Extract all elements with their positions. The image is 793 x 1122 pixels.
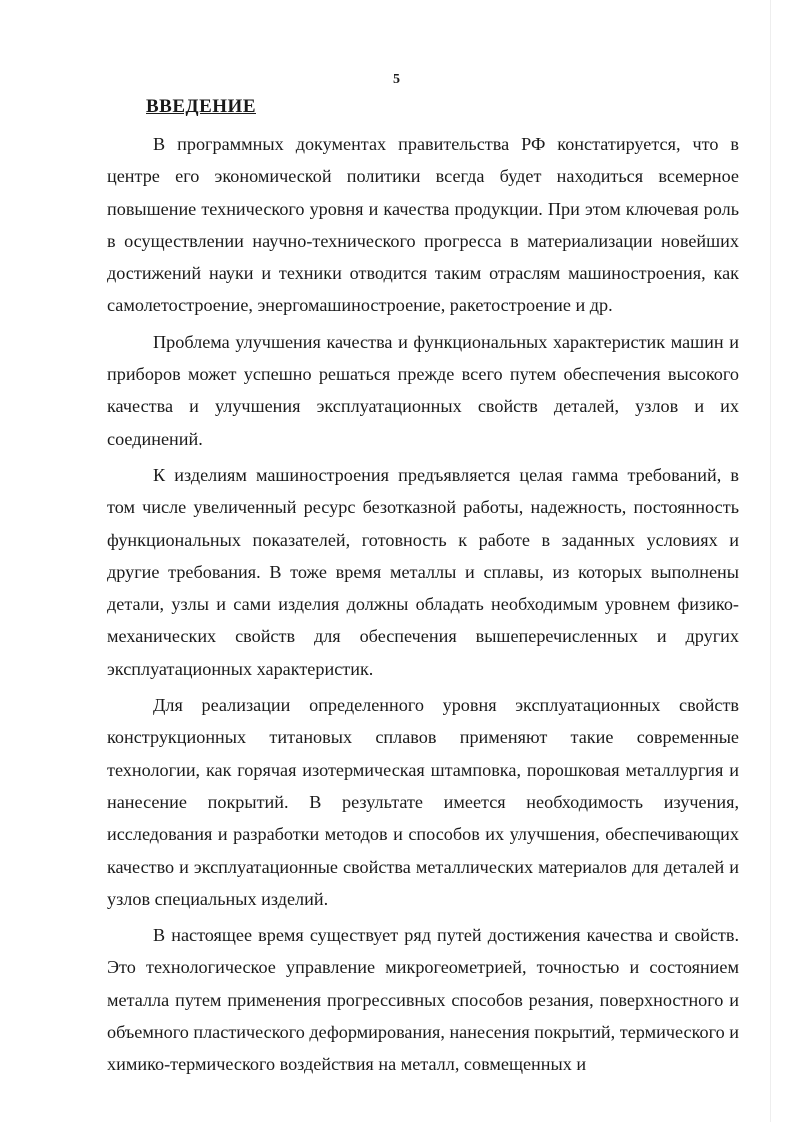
paragraph: В программных документах правительства РФ констатируется, что в центре его экономической политики всегда будет находиться всемерное повышение технического уровня и качества продукции. При этом ключевая роль в осуществлении научно-технического прогресса в материализации новейших достижений науки и техники отводится таким отраслям машиностроения, как самолетостроение, энергомашиностроение, ракетостроение и др. bbox=[107, 134, 739, 316]
paragraph: К изделиям машиностроения предъявляется целая гамма требований, в том числе увеличенный ресурс безотказной работы, надежность, постоянность функциональных показателей, готовность к работе в заданных условиях и другие требования. В тоже время металлы и сплавы, из которых выполнены детали, узлы и сами изделия должны обладать необходимым уровнем физико-механических свойств для обеспечения вышеперечисленных и других эксплуатационных характеристик. bbox=[107, 464, 739, 679]
paragraph: В настоящее время существует ряд путей достижения качества и свойств. Это технологическое управление микрогеометрией, точностью и состоянием металла путем применения прогрессивных способов резания, поверхностного и объемного пластического деформирования, нанесения покрытий, термического и химико-термического воздействия на металл, совмещенных и bbox=[107, 925, 739, 1075]
page-number: 5 bbox=[393, 72, 400, 87]
paragraph: Для реализации определенного уровня эксплуатационных свойств конструкционных титановых сплавов применяют такие современные технологии, как горячая изотермическая штамповка, порошковая металлургия и нанесение покрытий. В результате имеется необходимость изучения, исследования и разработки методов и способов их улучшения, обеспечивающих качество и эксплуатационные свойства металлических материалов для деталей и узлов специальных изделий. bbox=[107, 695, 739, 909]
scan-edge-line bbox=[770, 0, 771, 1122]
section-heading: ВВЕДЕНИЕ bbox=[146, 96, 256, 117]
paragraph: Проблема улучшения качества и функциональных характеристик машин и приборов может успешно решаться прежде всего путем обеспечения высокого качества и улучшения эксплуатационных свойств деталей, узлов и их соединений. bbox=[107, 331, 739, 449]
document-body bbox=[107, 128, 739, 1081]
